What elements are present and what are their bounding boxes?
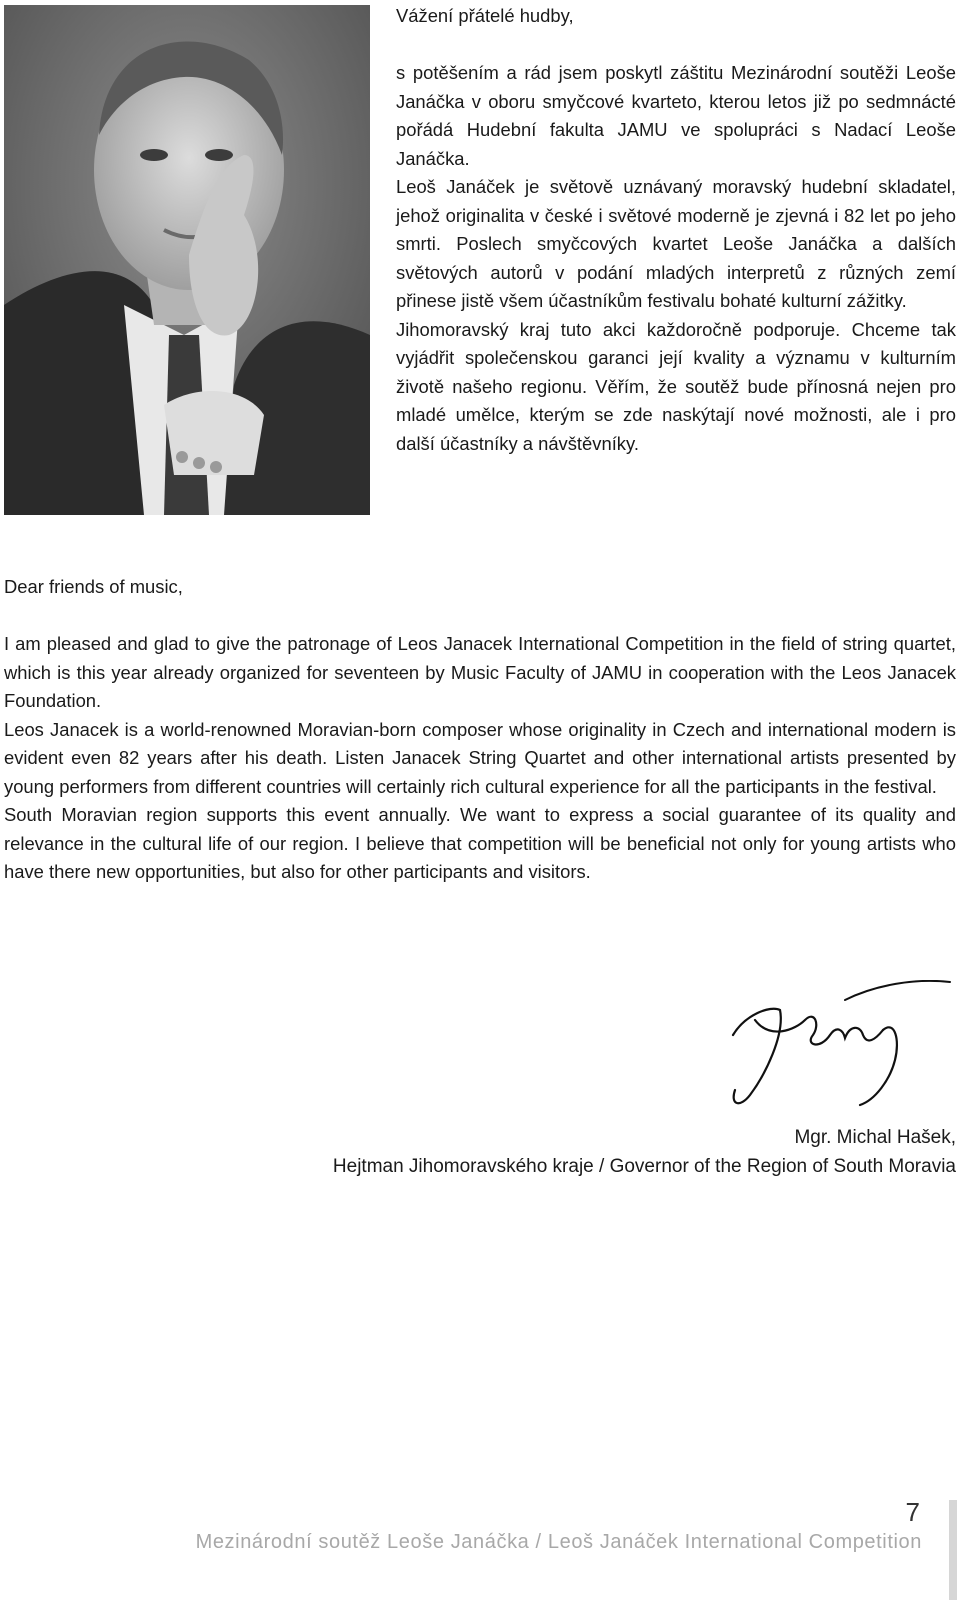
english-letter: [4, 573, 956, 887]
handwritten-signature: [725, 980, 960, 1115]
czech-letter: [396, 2, 956, 458]
english-greeting: Dear friends of music,: [4, 576, 183, 597]
page-edge-bar: [949, 1500, 957, 1600]
page-number: 7: [905, 1497, 920, 1527]
footer-publication-title: Mezinárodní soutěž Leoše Janáčka / Leoš Janáček International Competition: [195, 1531, 922, 1553]
czech-paragraph: Leoš Janáček je světově uznávaný moravský hudební skladatel, jehož originalita v české i světové moderně je zjevná i 82 let po jeho smrti. Poslech smyčcových kvartet Leoše Janáčka a dalších světových autorů v podání mladých interpretů z různých zemí přinese jistě všem účastníkům festivalu bohaté kulturní zážitky.: [396, 176, 956, 311]
signer-name: Mgr. Michal Hašek,: [794, 1127, 956, 1148]
portrait-photo: [4, 5, 370, 515]
english-paragraph: South Moravian region supports this event annually. We want to express a social guarantee of its quality and relevance in the cultural life of our region. I believe that competition will be beneficial not only for young artists who have there new opportunities, but also for other participants and visitors.: [4, 804, 956, 882]
signer-block: [333, 1123, 956, 1181]
portrait-illustration: [4, 5, 370, 515]
signer-title: Hejtman Jihomoravského kraje / Governor of the Region of South Moravia: [332, 1156, 956, 1177]
czech-paragraph: Jihomoravský kraj tuto akci každoročně podporuje. Chceme tak vyjádřit společenskou garanci její kvality a významu v kulturním životě našeho regionu. Věřím, že soutěž bude přínosná nejen pro mladé umělce, kterým se zde naskýtají nové možnosti, ale i pro další účastníky a návštěvníky.: [396, 318, 956, 454]
english-paragraph: Leos Janacek is a world-renowned Moravian-born composer whose originality in Czech and international modern is evident even 82 years after his death. Listen Janacek String Quartet and other international artists presented by young performers from different countries will certainly rich cultural experience for all the participants in the festival.: [4, 718, 956, 797]
czech-paragraph: s potěšením a rád jsem poskytl záštitu Mezinárodní soutěži Leoše Janáčka v oboru smyčcové kvarteto, kterou letos již po sedmnácté pořádá Hudební fakulta JAMU ve spolupráci s Nadací Leoše Janáčka.: [396, 62, 956, 169]
czech-greeting: Vážení přátelé hudby,: [396, 5, 574, 26]
english-paragraph: I am pleased and glad to give the patronage of Leos Janacek International Competition in the field of string quartet, which is this year already organized for seventeen by Music Faculty of JAMU in cooperation with the Leos Janacek Foundation.: [4, 633, 956, 711]
